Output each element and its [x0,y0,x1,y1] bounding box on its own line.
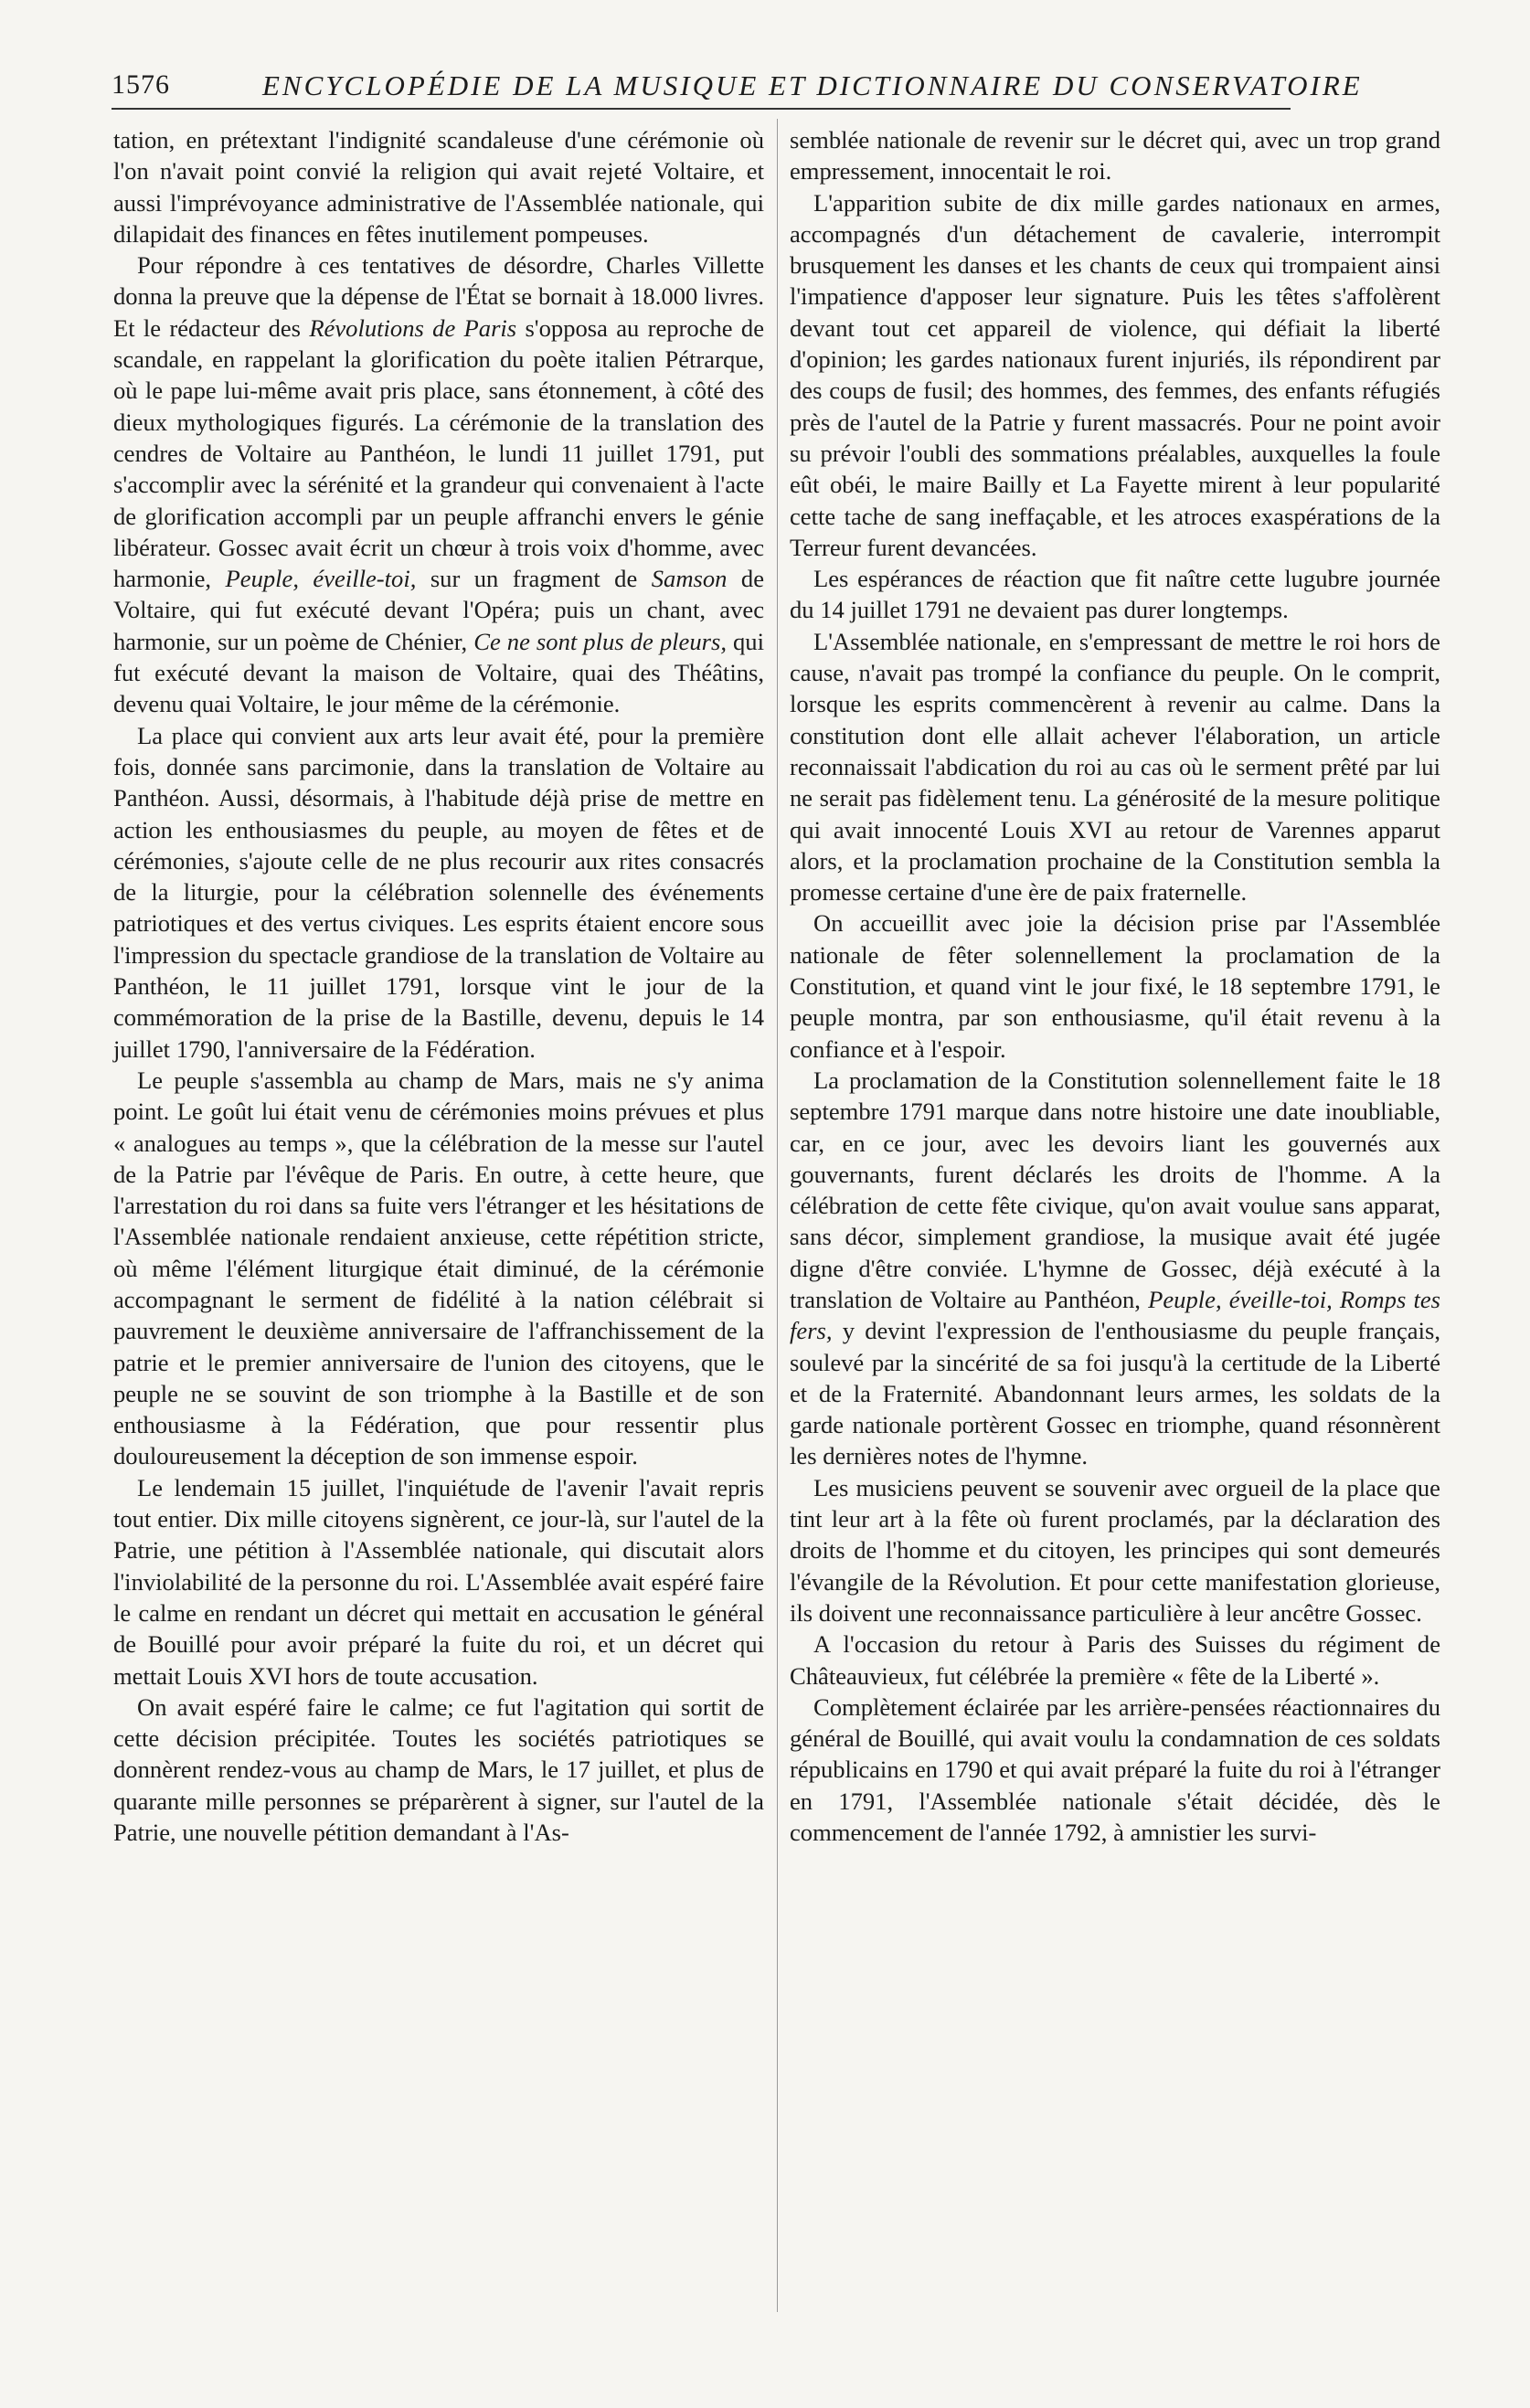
paragraph-text: Complètement éclairée par les arrière-pensées réactionnaires du général de Bouillé, qui avait voulu la condamnation de ces soldats républicains en 1790 et qui avait préparé la fuite du roi à l'étranger en 1791, l'Assemblée nationale s'était décidée, dès le commencement de l'année 1792, à amnistier les survi- [790,1692,1440,1847]
paragraph-text: qui fut exécuté devant la maison de Voltaire, quai des Théâtins, devenu quai Voltaire, le jour même de la cérémonie. [113,627,764,718]
paragraph [790,907,1440,1064]
paragraph-text: Pour répondre à ces tentatives de désordre, Charles Villette donna la preuve que la dépense de l'État se bornait à 18.000 livres. Et le rédacteur des [113,251,764,342]
italic-title: Peuple, éveille-toi, Romps tes fers, [790,1285,1440,1345]
header-title: ENCYCLOPÉDIE DE LA MUSIQUE ET DICTIONNAIRE DU CONSERVATOIRE [262,69,1363,101]
paragraph-text: y devint l'expression de l'enthousiasme du peuple français, soulevé par la sincérité de sa foi jusqu'à la certitude de la Liberté et de la Fraternité. Abandonnant leurs armes, les soldats de la garde nationale portèrent Gossec en triomphe, quand résonnèrent les dernières notes de l'hymne. [790,1317,1440,1470]
left-text-column [113,124,764,1848]
italic-title: Peuple, éveille-toi, [225,565,417,593]
paragraph-text: Les espérances de réaction que fit naître cette lugubre journée du 14 juillet 1791 ne devaient pas durer longtemps. [790,565,1440,624]
paragraph [790,1472,1440,1628]
paragraph-text: de Voltaire, qui fut exécuté devant l'Opéra; puis un chant, avec harmonie, sur un poème de Chénier, [113,565,764,655]
italic-title: Révolutions de Paris [309,313,517,342]
paragraph-text: La proclamation de la Constitution solennellement faite le 18 septembre 1791 marque dans notre histoire une date inoubliable, car, en ce jour, avec les devoirs liant les gouvernés aux gouvernants, furent déclarés les droits de l'homme. A la célébration de cette fête civique, qu'on avait voulue sans apparat, sans décor, simplement grandiose, la musique avait été jugée digne d'être conviée. L'hymne de Gossec, déjà exécuté à la translation de Voltaire au Panthéon, [790,1066,1440,1313]
italic-title: Ce ne sont plus de pleurs, [473,627,727,655]
paragraph [790,187,1440,564]
paragraph [790,1692,1440,1848]
paragraph [790,626,1440,908]
paragraph-text: s'opposa au reproche de scandale, en rappelant la glorification du poète italien Pétrarque, où le pape lui-même avait pris place, sans étonnement, à côté des dieux mythologiques figurés. La cérémonie de la translation des cendres de Voltaire au Panthéon, le lundi 11 juillet 1791, put s'accomplir avec la sérénité et la grandeur qui convenaient à l'acte de glorification accompli par un peuple affranchi envers le génie libérateur. Gossec avait écrit un chœur à trois voix d'homme, avec harmonie, [113,313,764,593]
paragraph [790,1628,1440,1692]
paragraph [113,1065,764,1472]
paragraph [790,563,1440,626]
paragraph-text: semblée nationale de revenir sur le décret qui, avec un trop grand empressement, innocentait le roi. [790,126,1440,186]
paragraph-text: Le lendemain 15 juillet, l'inquiétude de l'avenir l'avait repris tout entier. Dix mille citoyens signèrent, ce jour-là, sur l'autel de la Patrie, une pétition à l'Assemblée nationale, qui discutait alors l'inviolabilité de la personne du roi. L'Assemblée avait espéré faire le calme en rendant un décret qui mettait en accusation le général de Bouillé pour avoir préparé la fuite du roi, et un décret qui mettait Louis XVI hors de toute accusation. [113,1473,764,1690]
paragraph [113,124,764,249]
paragraph [113,720,764,1065]
right-text-column [790,124,1440,1848]
paragraph-text: Les musiciens peuvent se souvenir avec orgueil de la place que tint leur art à la fête où furent proclamés, par la déclaration des droits de l'homme et du citoyen, les principes qui sont demeurés l'évangile de la Révolution. Et pour cette manifestation glorieuse, ils doivent une reconnaissance particulière à leur ancêtre Gossec. [790,1473,1440,1627]
paragraph-text: La place qui convient aux arts leur avait été, pour la première fois, donnée sans parcimonie, dans la translation de Voltaire au Panthéon. Aussi, désormais, à l'habitude déjà prise de mettre en action les enthousiasmes du peuple, au moyen de fêtes et de cérémonies, s'ajoute celle de ne plus recourir aux rites consacrés de la liturgie, pour la célébration solennelle des événements patriotiques et des vertus civiques. Les esprits étaient encore sous l'impression du spectacle grandiose de la translation de Voltaire au Panthéon, le 11 juillet 1791, lorsque vint le jour de la commémoration de la prise de la Bastille, devenu, depuis le 14 juillet 1790, l'anniversaire de la Fédération. [113,721,764,1063]
paragraph [113,1692,764,1848]
paragraph [790,124,1440,187]
running-header [112,66,1363,110]
paragraph-text: L'apparition subite de dix mille gardes nationaux en armes, accompagnés d'un détachement de cavalerie, interrompit brusquement les danses et les chants de ceux qui trompaient ainsi l'impatience d'apposer leur signature. Puis les têtes s'affolèrent devant tout cet appareil de violence, qui défiait la liberté d'opinion; les gardes nationaux furent injuriés, ils répondirent par des coups de fusil; des hommes, des femmes, des enfants réfugiés près de l'autel de la Patrie y furent massacrés. Pour ne point avoir su prévoir l'oubli des sommations préalables, auxquelles la foule eût obéi, le maire Bailly et La Fayette mirent à leur popularité cette tache de sang ineffaçable, et les atroces exaspérations de la Terreur furent devancées. [790,188,1440,561]
paragraph-text: Le peuple s'assembla au champ de Mars, mais ne s'y anima point. Le goût lui était venu de cérémonies moins prévues et plus « analogues au temps », que la célébration de la messe sur l'autel de la Patrie par l'évêque de Paris. En outre, à cette heure, que l'arrestation du roi dans sa fuite vers l'étranger et les hésitations de l'Assemblée nationale rendaient anxieuse, cette répétition stricte, où même l'élément liturgique était diminué, de la cérémonie accompagnant le serment de fidélité à la nation célébrait si pauvrement le deuxième anniversaire de l'affranchissement de la patrie et le premier anniversaire de l'union des citoyens, que le peuple ne se souvint de son triomphe à la Bastille et de son enthousiasme à la Fédération, que pour ressentir plus douloureusement la déception de son immense espoir. [113,1066,764,1470]
paragraph-text: tation, en prétextant l'indignité scandaleuse d'une cérémonie où l'on n'avait point convié la religion qui avait rejeté Voltaire, et aussi l'imprévoyance administrative de l'Assemblée nationale, qui dilapidait des finances en fêtes inutilement pompeuses. [113,126,764,248]
paragraph-text: On avait espéré faire le calme; ce fut l'agitation qui sortit de cette décision précipitée. Toutes les sociétés patriotiques se donnèrent rendez-vous au champ de Mars, le 17 juillet, et plus de quarante mille personnes se préparèrent à signer, sur l'autel de la Patrie, une nouvelle pétition demandant à l'As- [113,1692,764,1847]
paragraph-text: sur un fragment de [416,565,652,593]
paragraph-text: On accueillit avec joie la décision prise par l'Assemblée nationale de fêter solennellement la proclamation de la Constitution, et quand vint le jour fixé, le 18 septembre 1791, le peuple montra, par son enthousiasme, qu'il était revenu à la confiance et à l'espoir. [790,909,1440,1063]
column-divider [777,119,778,2312]
paragraph-text: L'Assemblée nationale, en s'empressant de mettre le roi hors de cause, n'avait pas trompé la confiance du peuple. On le comprit, lorsque les esprits commencèrent à revenir au calme. Dans la constitution dont elle allait achever l'élaboration, un article reconnaissait l'abdication du roi au cas où le serment prêté par lui ne serait pas fidèlement tenu. La générosité de la mesure politique qui avait innocenté Louis XVI au retour de Varennes apparut alors, et la proclamation prochaine de la Constitution sembla la promesse certaine d'une ère de paix fraternelle. [790,627,1440,907]
paragraph-text: A l'occasion du retour à Paris des Suisses du régiment de Châteauvieux, fut célébrée la première « fête de la Liberté ». [790,1630,1440,1690]
italic-title: Samson [651,565,728,593]
paragraph [113,1472,764,1692]
paragraph [790,1065,1440,1472]
paragraph [113,249,764,719]
page-number: 1576 [112,69,170,100]
